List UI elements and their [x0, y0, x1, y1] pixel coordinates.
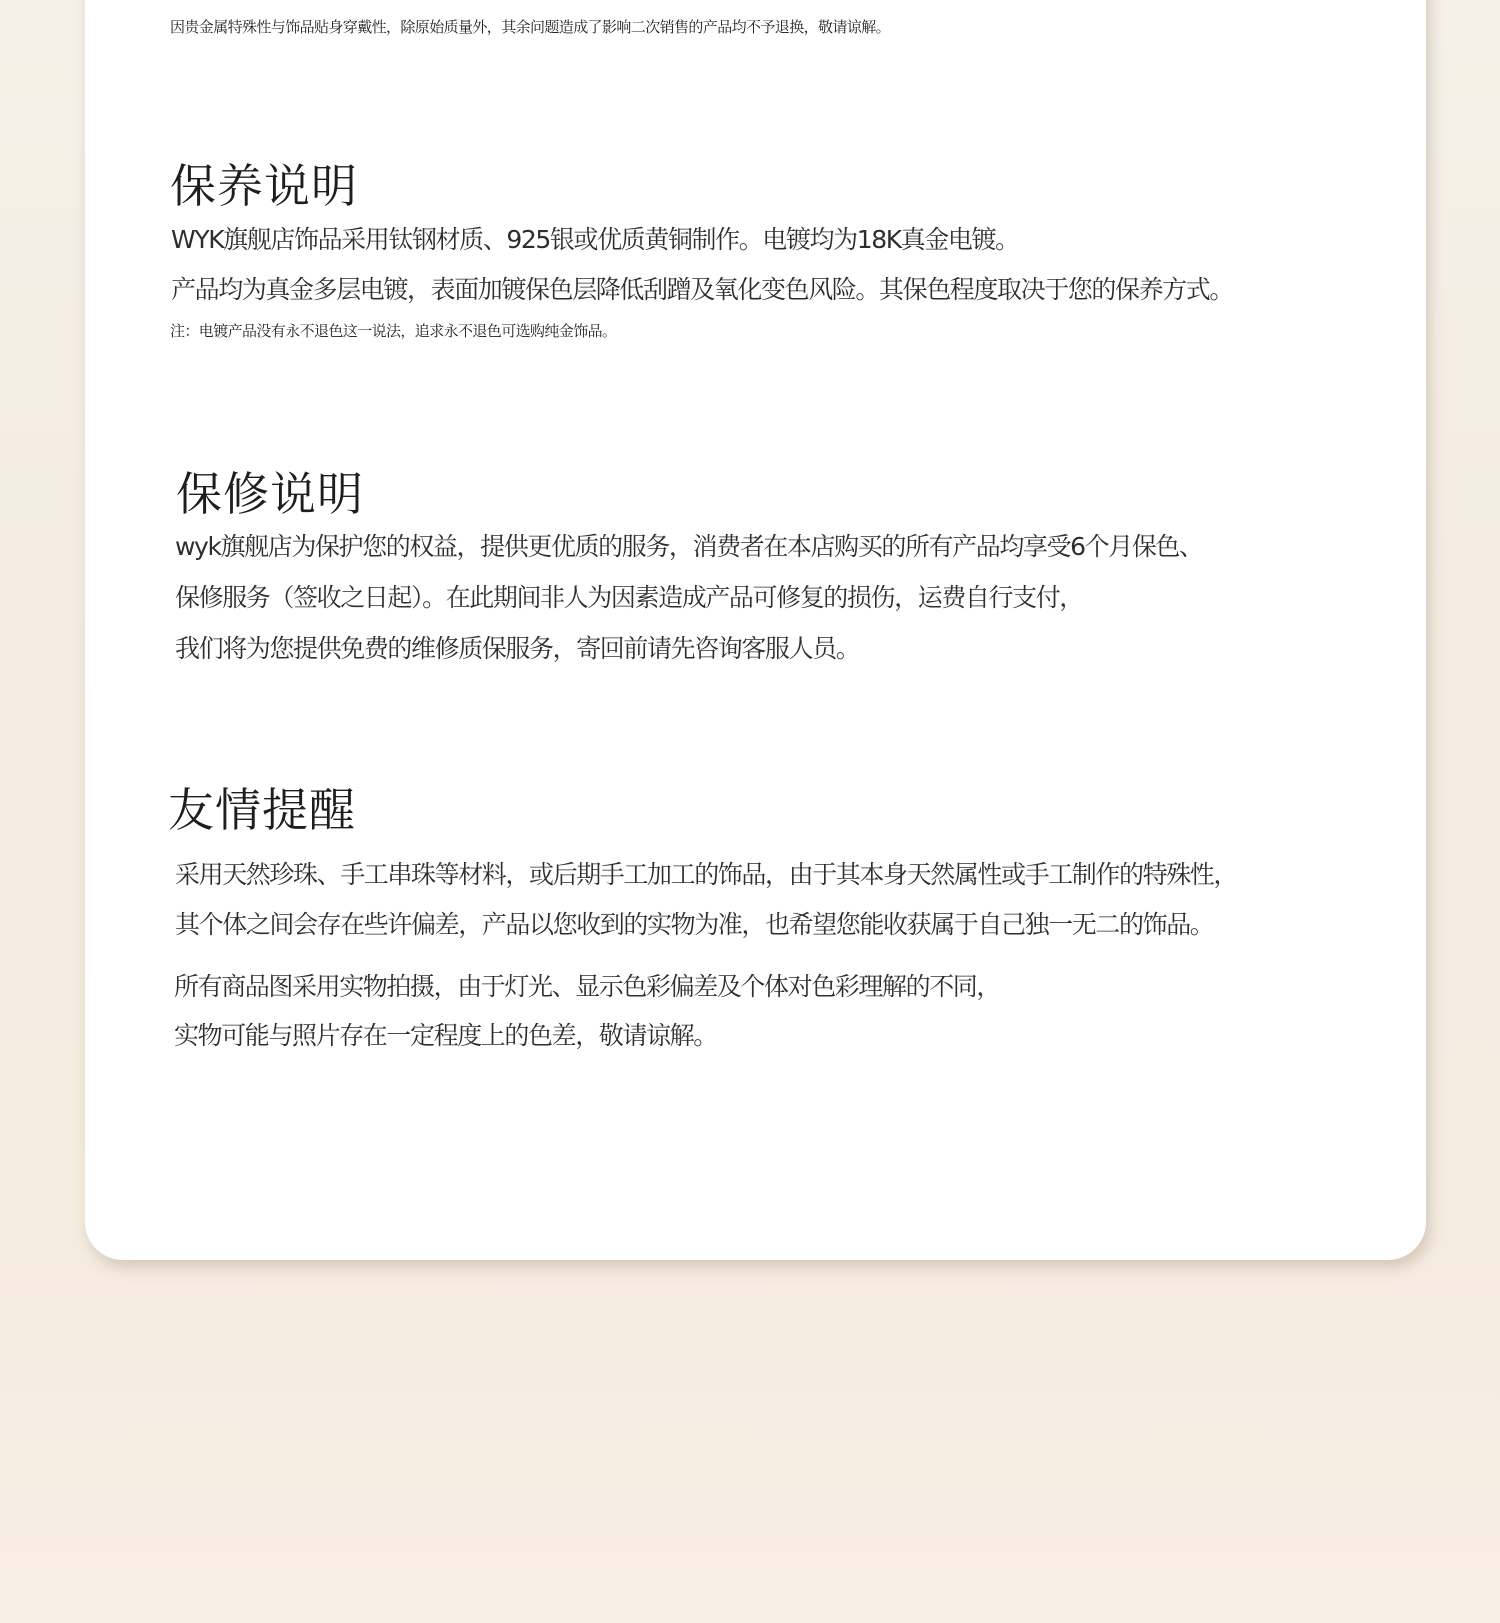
reminder-section-title: 友情提醒	[168, 783, 356, 837]
care-note: 注：电镀产品没有永不退色这一说法，追求永不退色可选购纯金饰品。	[170, 322, 617, 340]
warranty-line-3: 我们将为您提供免费的维修质保服务，寄回前请先咨询客服人员。	[175, 634, 860, 663]
reminder-line-4: 实物可能与照片存在一定程度上的色差，敬请谅解。	[174, 1021, 717, 1050]
warranty-line-1: wyk旗舰店为保护您的权益，提供更优质的服务，消费者在本店购买的所有产品均享受6个月保色、	[175, 532, 1203, 561]
return-policy-note: 因贵金属特殊性与饰品贴身穿戴性，除原始质量外，其余问题造成了影响二次销售的产品均不予退换，敬请谅解。	[170, 18, 891, 36]
care-section-title: 保养说明	[170, 159, 358, 213]
care-line-1: WYK旗舰店饰品采用钛钢材质、925银或优质黄铜制作。电镀均为18K真金电镀。	[171, 225, 1019, 254]
warranty-line-2: 保修服务（签收之日起）。在此期间非人为因素造成产品可修复的损伤，运费自行支付，	[175, 583, 1083, 612]
reminder-line-2: 其个体之间会存在些许偏差，产品以您收到的实物为准，也希望您能收获属于自己独一无二的饰品。	[175, 910, 1214, 939]
care-line-2: 产品均为真金多层电镀，表面加镀保色层降低刮蹭及氧化变色风险。其保色程度取决于您的保养方式。	[171, 275, 1234, 304]
reminder-line-1: 采用天然珍珠、手工串珠等材料，或后期手工加工的饰品，由于其本身天然属性或手工制作的特殊性，	[175, 860, 1238, 889]
cut-off-line-decoration	[170, 0, 830, 2]
reminder-line-3: 所有商品图采用实物拍摄，由于灯光、显示色彩偏差及个体对色彩理解的不同，	[174, 972, 1001, 1001]
warranty-section-title: 保修说明	[176, 467, 364, 521]
